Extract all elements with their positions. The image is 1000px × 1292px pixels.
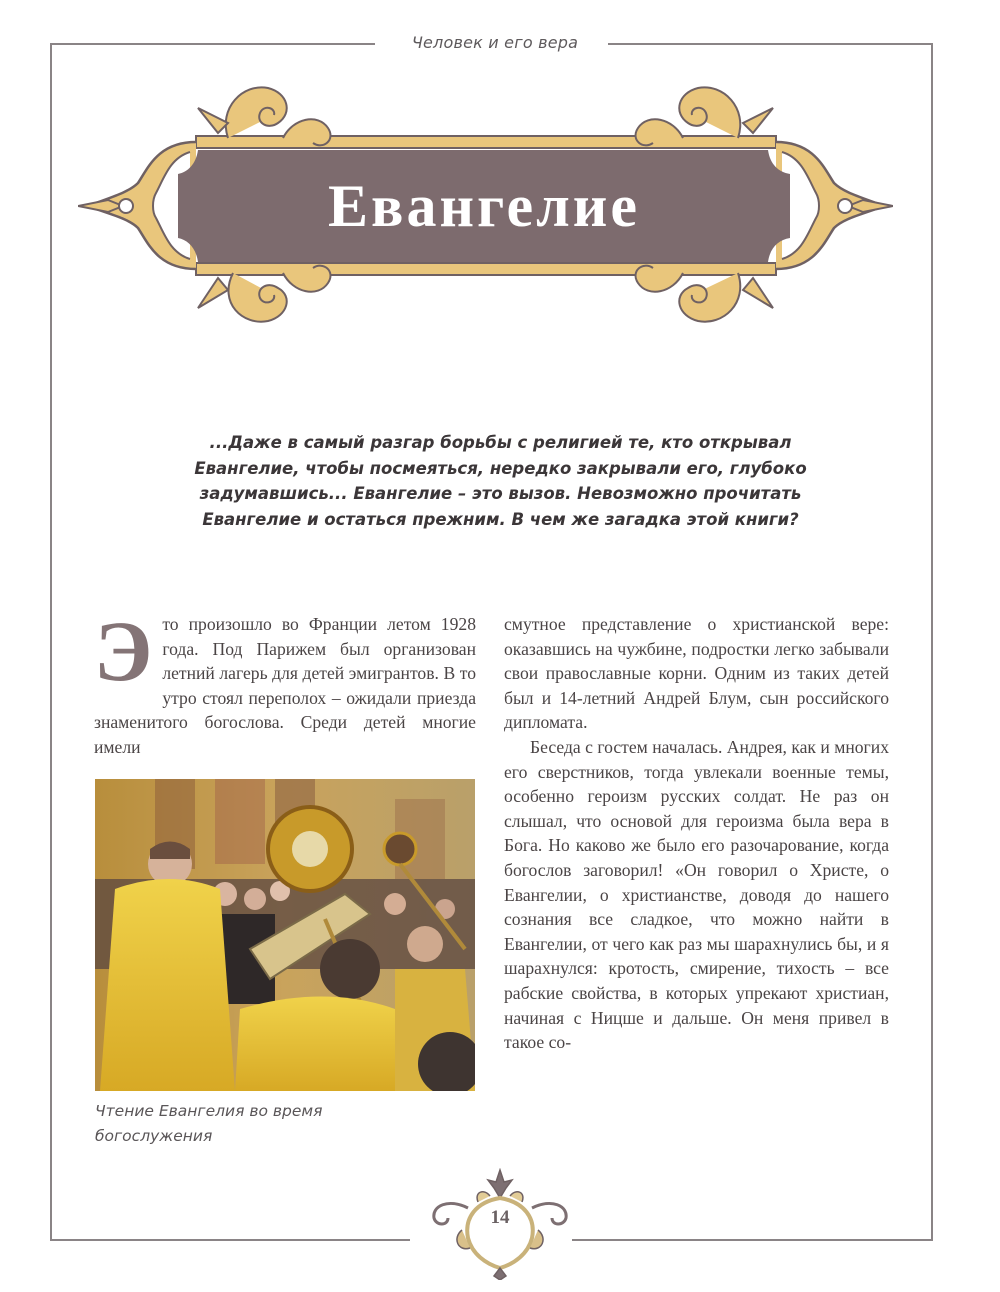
caption-line: богослужения xyxy=(95,1127,213,1145)
body-paragraph: Беседа с гостем началась. Андрея, как и многих его сверстников, тогда увлекали военные темы, особенно героизм русских солдат. Не раз он слышал, что основой для героизма была вера в Бога. Но каково же было его разочарование, когда богослов заговорил! «Он говорил о Христе, о Евангелии, о христианстве, доводя до нашего сознания все сладкое, что можно найти в Евангелии, от чего как раз мы шарахнулись бы, и я шарахнулся: кротость, смирение, тихость – все рабские свойства, в которых упрекают христиан, начиная с Ницше и дальше. Он меня привел в такое со- xyxy=(504,736,889,1053)
frame-bottom-right xyxy=(572,1239,933,1241)
lead-line: ...Даже в самый разгар борьбы с религией те, кто открывал xyxy=(209,433,792,452)
drop-cap: Э xyxy=(94,603,153,699)
body-column-left xyxy=(94,603,476,760)
title-cartouche xyxy=(78,68,893,343)
photo-liturgy xyxy=(95,779,475,1091)
lead-line: задумавшись... Евангелие – это вызов. Невозможно прочитать xyxy=(199,484,802,503)
frame-bottom-left xyxy=(50,1239,410,1241)
lead-line: Евангелие и остаться прежним. В чем же загадка этой книги? xyxy=(202,509,799,529)
frame-top-left xyxy=(50,43,375,45)
photo-caption xyxy=(95,1099,475,1149)
page-title: Евангелие xyxy=(328,172,640,239)
body-text: то произошло во Франции летом 1928 года. Под Парижем был организован летний лагерь для детей эмигрантов. В то утро стоял переполох – ожидали приезда знаменитого богослова. Среди детей многие имели xyxy=(94,614,476,757)
caption-line: Чтение Евангелия во время xyxy=(95,1102,323,1120)
photo-image xyxy=(95,779,475,1091)
lead-paragraph xyxy=(178,430,823,532)
frame-right xyxy=(931,43,933,1240)
body-column-right xyxy=(504,612,889,1055)
frame-top-right xyxy=(608,43,933,45)
running-head: Человек и его вера xyxy=(411,33,579,52)
frame-left xyxy=(50,43,52,1240)
page-number: 14 xyxy=(490,1207,510,1228)
lead-line: Евангелие, чтобы посмеяться, нередко закрывали его, глубоко xyxy=(194,458,807,478)
body-paragraph: смутное представление о христианской вере: оказавшись на чужбине, подростки легко забывали свои православные корни. Одним из таких детей был и 14-летний Андрей Блум, сын российского дипломата. xyxy=(504,614,889,733)
